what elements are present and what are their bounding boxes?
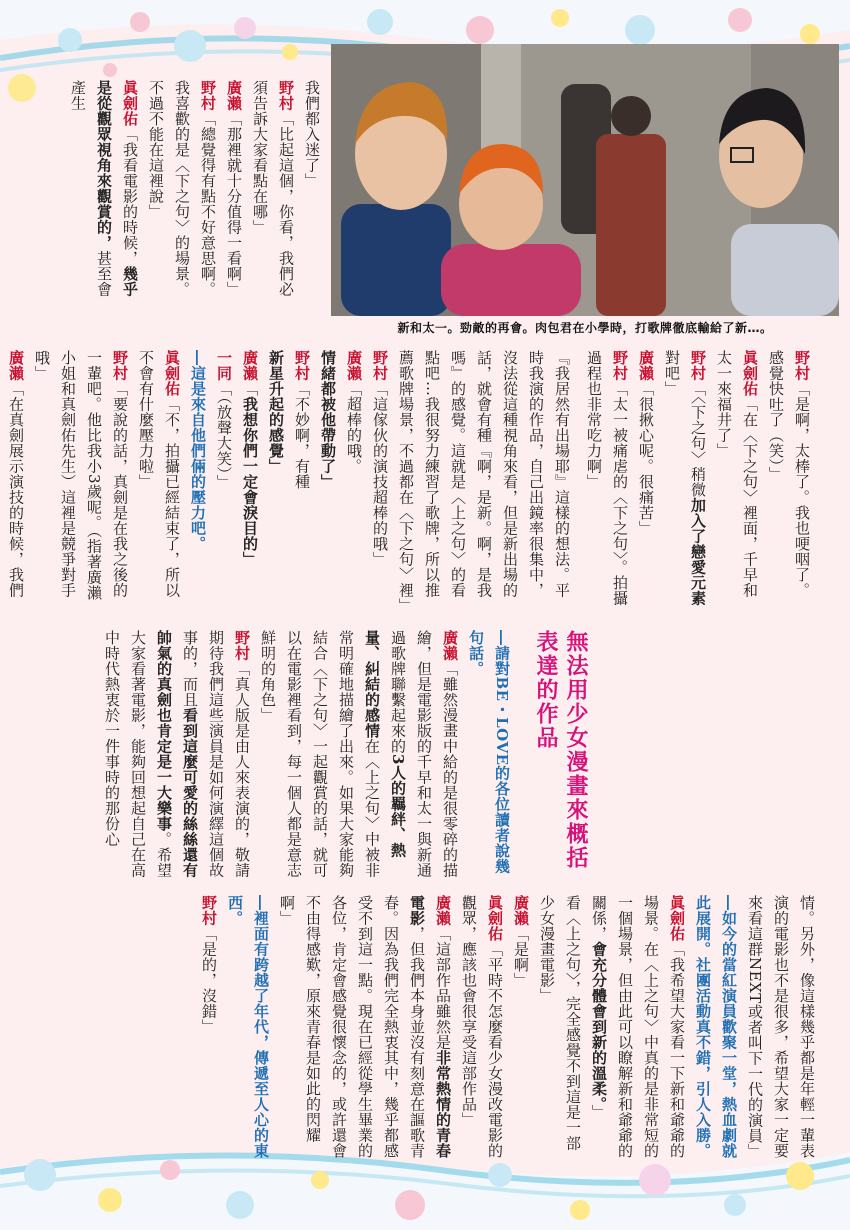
- column-bottom-right: [60, 895, 820, 1160]
- narration: ―這是來自他們倆的壓力吧。: [189, 350, 207, 552]
- paragraph: 廣瀨「那裡就十分值得一看啊」: [225, 80, 243, 297]
- column-top-left-of-photo: [60, 80, 325, 310]
- movie-still-photo: [331, 44, 839, 316]
- paragraph: 眞劍佑「平時不怎麼看少女漫改電影的觀眾，應該也會很享受這部作品」: [460, 895, 504, 1159]
- column-right-mid: [580, 350, 815, 610]
- paragraph: 我們都入迷了」: [303, 80, 321, 189]
- paragraph: 看〈上之句〉，完全感覺不到這是一部少女漫畫電影」: [538, 895, 582, 1151]
- paragraph: 野村「不妙啊，有種新星升起的感覺」: [267, 350, 311, 490]
- paragraph: 廣瀨「超棒的哦。情緒都被他帶動了」: [319, 350, 363, 490]
- narration: ―如今的當紅演員歡聚一堂，熱血劇就此展開。社團活動真不錯，引人入勝。: [694, 895, 738, 1159]
- column-middle: [7, 350, 575, 614]
- paragraph: 情。另外，像這樣幾乎都是年輕一輩表演的電影也不是很多，希望大家一定要來看這群NEXT或者叫下一代的演員」: [746, 895, 816, 1159]
- paragraph: 廣瀨「在真劍展示演技的時候，我們: [7, 350, 25, 598]
- paragraph: 野村「比起這個，你看，我們必須告訴大家看點在哪」: [251, 80, 295, 297]
- paragraph: 廣瀨「是啊」: [512, 895, 530, 988]
- paragraph: 野村「要說的話，真劍是在我之後的一輩吧。他比我小3歲呢。（指著廣瀨小姐和真劍佑先生）這裡是競爭對手哦」: [33, 350, 129, 601]
- paragraph: 眞劍佑「不，拍攝已經結束了，所以不會有什麼壓力啦」: [137, 350, 181, 598]
- paragraph: 野村「真人版是由人來表演的，敬請期待我們這些演員是如何演繹這個故事的，而且看到這麼可愛的絲絲還有帥氣的真劍也肯定是一大樂事。希望大家看著電影，能夠回想起自己在高中時代熱衷於一件事時的那份心: [103, 630, 251, 878]
- paragraph: 野村「是的，沒錯」: [200, 895, 218, 1035]
- paragraph: 廣瀨「很揪心呢。很痛苦」: [637, 350, 655, 536]
- paragraph: 眞劍佑「我看電影的時候，幾乎是從觀眾視角來觀賞的，甚至會產生: [69, 80, 139, 297]
- paragraph: 廣瀨「雖然漫畫中給的是很零碎的描繪，但是電影版的千早和太一與新通過歌牌聯繫起來的3人的羈絆、熱量、糾結的感情在〈上之句〉中被非常明確地描繪了出來。如果大家能夠結合〈下之句〉一起觀賞的話，就可以在電影裡看到，每一個人都是意志鮮明的角色」: [259, 630, 459, 878]
- paragraph: 野村「是啊，太棒了。我也哽咽了。感覺快吐了（笑）」: [767, 350, 811, 598]
- narration: ―裡面有跨越了年代，傳遞至人心的東西。: [226, 895, 270, 1159]
- paragraph: 野村「總覺得有點不好意思啊。我喜歡的是〈下之句〉的場景。不過不能在這裡說」: [147, 80, 217, 297]
- paragraph: 野村「這傢伙的演技超棒的哦」: [371, 350, 389, 567]
- paragraph: 野村「太一被痛虐的〈下之句〉。拍攝過程也非常吃力啊」: [585, 350, 629, 606]
- paragraph: 眞劍佑「我希望大家看一下新和爺爺的場景。在〈上之句〉中真的是非常短的一個場景，但由此可以瞭解新和爺爺的關係，會充分體會到新的溫柔。」: [590, 895, 686, 1159]
- paragraph: 『我居然有出場耶』這樣的想法。平時我演的作品，自己出鏡率很集中，沒法從這種視角來看，但是新出場的話，就會有種『啊，是新。啊，是我嗎』的感覺。這就是〈上之句〉的看點吧…我很努力練習了歌牌，所以推薦歌牌場景，不過都在〈下之句〉裡」: [397, 350, 571, 614]
- paragraph: 眞劍佑「在〈下之句〉裡面，千早和太一來福井了」: [715, 350, 759, 598]
- paragraph: 廣瀨「我想你們一定會淚目的」: [241, 350, 259, 567]
- narration: ―請對BE・LOVE的各位讀者說幾句話。: [467, 630, 511, 875]
- photo-caption: 新和太一。勁敵的再會。肉包君在小學時，打歌牌徹底輸給了新…。: [397, 321, 773, 335]
- column-bottom-left-mid: [60, 630, 515, 885]
- paragraph: 野村「〈下之句〉稍微加入了戀愛元素對吧」: [663, 350, 707, 606]
- paragraph: 廣瀨「這部作品雖然是非常熱情的青春電影，但我們本身並沒有刻意在謳歌青春。因為我們完全熱衷其中，幾乎都感受不到這一點。現在已經從學生畢業的各位，肯定會感覺很懷念的，或許還會不由得感歎，原來青春是如此的閃耀啊」: [278, 895, 452, 1159]
- section-headline: 無法用少女漫畫來概括表達的作品: [533, 630, 588, 870]
- paragraph: 一同「（放聲大笑）」: [215, 350, 233, 490]
